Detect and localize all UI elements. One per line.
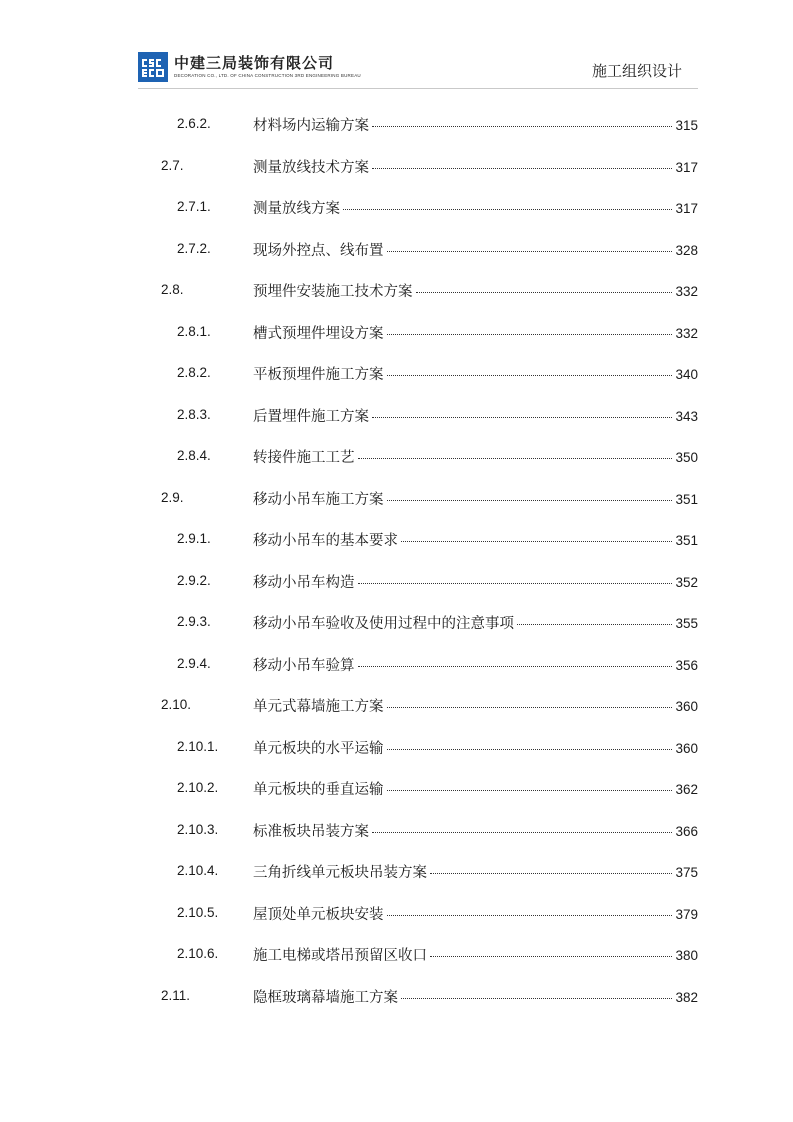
toc-entry[interactable] xyxy=(0,488,793,510)
toc-dot-leader xyxy=(343,209,672,210)
toc-entry[interactable] xyxy=(0,363,793,385)
toc-dot-leader xyxy=(358,666,673,667)
toc-entry-line xyxy=(253,197,698,218)
toc-entry[interactable] xyxy=(0,114,793,136)
toc-entry-line xyxy=(253,114,698,135)
toc-entry-page-number: 332 xyxy=(675,284,698,299)
toc-entry-number: 2.7.2. xyxy=(177,240,211,256)
toc-entry-number: 2.10.6. xyxy=(177,946,219,961)
toc-entry-title: 现场外控点、线布置 xyxy=(253,242,384,259)
company-name: 中建三局装饰有限公司 xyxy=(174,54,335,72)
toc-entry-title: 标准板块吊装方案 xyxy=(253,823,369,840)
toc-dot-leader xyxy=(372,126,672,127)
toc-entry-title: 单元板块的垂直运输 xyxy=(253,782,384,798)
toc-dot-leader xyxy=(387,500,673,501)
toc-entry-line xyxy=(253,986,698,1007)
toc-entry-number: 2.10. xyxy=(161,697,192,712)
toc-entry-number: 2.8.2. xyxy=(177,365,211,380)
toc-entry[interactable] xyxy=(0,903,793,925)
toc-entry-title: 移动小吊车构造 xyxy=(253,574,355,591)
toc-entry-page-number: 332 xyxy=(675,325,698,341)
toc-entry[interactable] xyxy=(0,529,793,551)
toc-entry[interactable] xyxy=(0,405,793,427)
document-title: 施工组织设计 xyxy=(592,62,683,80)
toc-entry-title: 三角折线单元板块吊装方案 xyxy=(253,865,427,881)
toc-entry-line xyxy=(253,737,698,758)
toc-entry[interactable] xyxy=(0,861,793,883)
toc-entry-title: 槽式预埋件埋设方案 xyxy=(253,325,384,342)
toc-entry[interactable] xyxy=(0,820,793,842)
toc-entry-line xyxy=(253,280,698,301)
toc-entry-page-number: 351 xyxy=(675,533,698,548)
toc-entry-number: 2.8.3. xyxy=(177,406,211,422)
toc-entry-title: 屋顶处单元板块安装 xyxy=(253,906,384,923)
toc-entry-number: 2.7.1. xyxy=(177,199,211,214)
toc-entry-title: 预埋件安装施工技术方案 xyxy=(253,284,413,300)
toc-entry[interactable] xyxy=(0,322,793,344)
toc-entry[interactable] xyxy=(0,778,793,800)
toc-entry-page-number: 352 xyxy=(675,574,698,590)
toc-entry[interactable] xyxy=(0,197,793,219)
toc-entry-line xyxy=(253,239,698,260)
toc-dot-leader xyxy=(430,956,672,957)
toc-dot-leader xyxy=(387,707,673,708)
toc-entry-number: 2.10.3. xyxy=(177,821,219,837)
toc-entry[interactable] xyxy=(0,986,793,1008)
toc-entry-page-number: 366 xyxy=(675,823,698,839)
toc-entry-number: 2.9.4. xyxy=(177,655,211,671)
toc-entry-title: 移动小吊车施工方案 xyxy=(253,491,384,508)
toc-entry-number: 2.11. xyxy=(161,987,191,1003)
toc-entry-page-number: 375 xyxy=(675,865,698,880)
toc-entry-page-number: 382 xyxy=(675,989,698,1005)
toc-dot-leader xyxy=(372,168,672,169)
toc-entry-number: 2.6.2. xyxy=(177,116,211,131)
toc-dot-leader xyxy=(387,251,673,252)
toc-entry-number: 2.8.1. xyxy=(177,323,211,339)
toc-entry-title: 平板预埋件施工方案 xyxy=(253,367,384,383)
toc-entry-title: 材料场内运输方案 xyxy=(253,118,369,134)
toc-entry-title: 单元板块的水平运输 xyxy=(253,740,384,757)
toc-entry[interactable] xyxy=(0,737,793,759)
toc-entry-number: 2.10.1. xyxy=(177,738,219,754)
toc-entry[interactable] xyxy=(0,280,793,302)
toc-dot-leader xyxy=(387,749,673,750)
toc-entry-line xyxy=(253,612,698,633)
toc-dot-leader xyxy=(387,915,673,916)
toc-dot-leader xyxy=(372,417,672,418)
toc-entry-page-number: 343 xyxy=(675,408,698,424)
toc-entry[interactable] xyxy=(0,239,793,261)
toc-entry-number: 2.7. xyxy=(161,157,184,173)
toc-entry-number: 2.10.4. xyxy=(177,863,219,878)
toc-entry-number: 2.10.2. xyxy=(177,780,219,795)
toc-entry-line xyxy=(253,820,698,841)
toc-entry-title: 测量放线方案 xyxy=(253,201,340,217)
toc-entry-line xyxy=(253,903,698,924)
toc-dot-leader xyxy=(517,624,672,625)
toc-entry-number: 2.9.3. xyxy=(177,614,211,629)
toc-dot-leader xyxy=(387,790,673,791)
toc-entry-title: 移动小吊车的基本要求 xyxy=(253,533,398,549)
toc-entry-page-number: 315 xyxy=(675,118,698,133)
toc-entry-number: 2.9.1. xyxy=(177,531,211,546)
toc-entry-page-number: 356 xyxy=(675,657,698,673)
toc-entry-line xyxy=(253,778,698,799)
toc-dot-leader xyxy=(416,292,673,293)
page-header xyxy=(0,0,793,100)
toc-entry-line xyxy=(253,156,698,177)
toc-entry-page-number: 362 xyxy=(675,782,698,797)
toc-entry-title: 施工电梯或塔吊预留区收口 xyxy=(253,948,427,964)
toc-entry-page-number: 351 xyxy=(675,491,698,507)
toc-entry-line xyxy=(253,363,698,384)
toc-entry-number: 2.8. xyxy=(161,282,184,297)
toc-dot-leader xyxy=(358,583,673,584)
toc-entry-title: 转接件施工工艺 xyxy=(253,450,355,466)
toc-entry[interactable] xyxy=(0,571,793,593)
toc-dot-leader xyxy=(401,541,672,542)
toc-dot-leader xyxy=(401,998,672,999)
toc-entry-line xyxy=(253,405,698,426)
toc-dot-leader xyxy=(387,375,673,376)
toc-entry-line xyxy=(253,322,698,343)
toc-entry-page-number: 360 xyxy=(675,699,698,714)
toc-dot-leader xyxy=(372,832,672,833)
toc-dot-leader xyxy=(430,873,672,874)
toc-entry[interactable] xyxy=(0,944,793,966)
cscec-logo-icon xyxy=(138,52,168,82)
toc-entry-line xyxy=(253,861,698,882)
toc-entry-number: 2.9. xyxy=(161,489,184,505)
toc-entry-line xyxy=(253,654,698,675)
toc-entry-number: 2.10.5. xyxy=(177,904,219,920)
toc-dot-leader xyxy=(387,334,673,335)
toc-entry-title: 测量放线技术方案 xyxy=(253,159,369,176)
toc-entry-title: 单元式幕墙施工方案 xyxy=(253,699,384,715)
toc-entry-title: 后置埋件施工方案 xyxy=(253,408,369,425)
toc-entry-number: 2.9.2. xyxy=(177,572,211,588)
toc-dot-leader xyxy=(358,458,673,459)
toc-entry-line xyxy=(253,446,698,467)
toc-entry-page-number: 328 xyxy=(675,242,698,258)
toc-entry-page-number: 350 xyxy=(675,450,698,465)
toc-entry-title: 移动小吊车验收及使用过程中的注意事项 xyxy=(253,616,514,632)
header-divider xyxy=(138,88,698,89)
toc-entry[interactable] xyxy=(0,156,793,178)
toc-entry-page-number: 317 xyxy=(675,159,698,175)
toc-entry[interactable] xyxy=(0,654,793,676)
toc-entry-line xyxy=(253,529,698,550)
toc-entry-number: 2.8.4. xyxy=(177,448,211,463)
toc-entry-page-number: 380 xyxy=(675,948,698,963)
toc-entry-page-number: 360 xyxy=(675,740,698,756)
toc-entry-page-number: 355 xyxy=(675,616,698,631)
toc-entry-line xyxy=(253,571,698,592)
toc-entry-page-number: 317 xyxy=(675,201,698,216)
toc-entry-title: 移动小吊车验算 xyxy=(253,657,355,674)
toc-entry-page-number: 340 xyxy=(675,367,698,382)
toc-entry-line xyxy=(253,695,698,716)
toc-entry-page-number: 379 xyxy=(675,906,698,922)
toc-entry-line xyxy=(253,944,698,965)
company-name-english: DECORATION CO., LTD. OF CHINA CONSTRUCTION 3RD ENGINEERING BUREAU xyxy=(174,73,361,78)
toc-entry-title: 隐框玻璃幕墙施工方案 xyxy=(253,989,398,1006)
toc-entry[interactable] xyxy=(0,695,793,717)
toc-entry-line xyxy=(253,488,698,509)
toc-entry[interactable] xyxy=(0,446,793,468)
toc-entry[interactable] xyxy=(0,612,793,634)
